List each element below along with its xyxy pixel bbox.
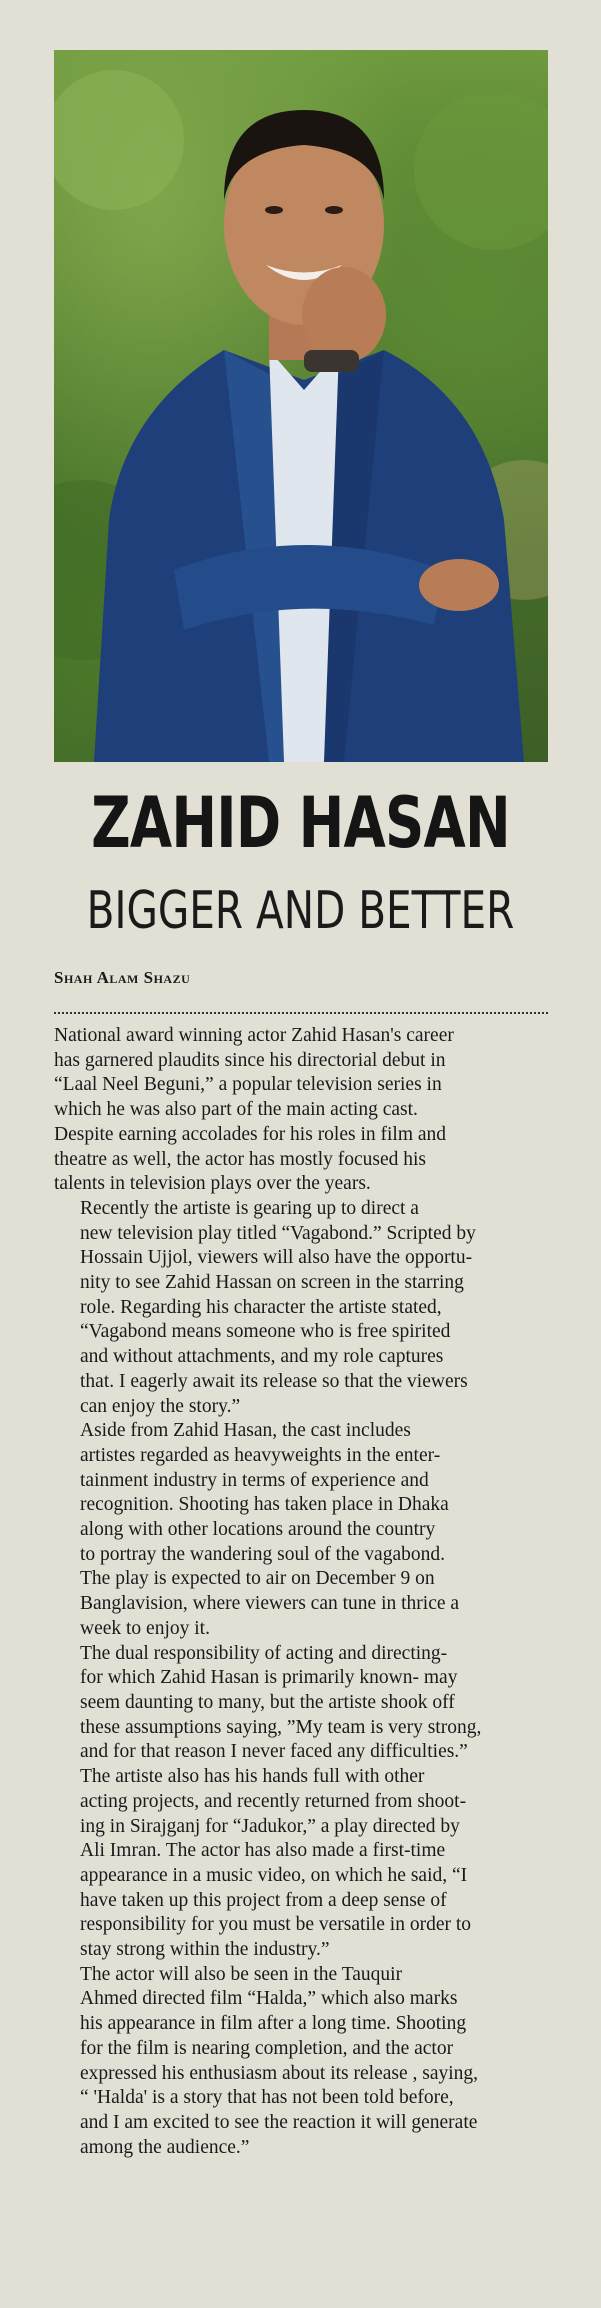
text-line: Despite earning accolades for his roles in film and: [54, 1123, 447, 1145]
text-line: tainment industry in terms of experience and: [80, 1469, 429, 1491]
text-line: Banglavision, where viewers can tune in thrice a: [80, 1593, 460, 1615]
text-line: ing in Sirajganj for “Jadukor,” a play directed by: [80, 1815, 460, 1837]
text-line: Recently the artiste is gearing up to direct a: [80, 1197, 419, 1219]
text-line: role. Regarding his character the artiste stated,: [80, 1296, 442, 1318]
text-line: “ 'Halda' is a story that has not been told before,: [80, 2087, 454, 2109]
text-line: and without attachments, and my role captures: [80, 1346, 444, 1368]
text-line: The dual responsibility of acting and directing-: [80, 1642, 448, 1664]
text-line: have taken up this project from a deep sense of: [80, 1889, 447, 1911]
text-line: stay strong within the industry.”: [80, 1939, 330, 1961]
text-line: appearance in a music video, on which he said, “I: [80, 1864, 468, 1886]
text-line: “Laal Neel Beguni,” a popular television series in: [54, 1074, 442, 1096]
text-line: these assumptions saying, ”My team is very strong,: [80, 1716, 482, 1738]
dotted-divider: [54, 1012, 548, 1014]
text-line: The actor will also be seen in the Tauquir: [80, 1963, 403, 1985]
text-line: responsibility for you must be versatile in order to: [80, 1914, 472, 1936]
subheadline: BIGGER AND BETTER: [86, 881, 515, 941]
text-line: National award winning actor Zahid Hasan's career: [54, 1025, 454, 1046]
paragraph: [54, 1419, 550, 1641]
text-line: his appearance in film after a long time. Shooting: [80, 2013, 467, 2035]
text-line: expressed his enthusiasm about its release , saying,: [80, 2062, 479, 2084]
text-line: Ali Imran. The actor has also made a first-time: [80, 1840, 446, 1862]
text-line: The artiste also has his hands full with other: [80, 1766, 425, 1788]
text-line: and I am excited to see the reaction it will generate: [80, 2111, 478, 2133]
text-line: for the film is nearing completion, and the actor: [80, 2037, 454, 2059]
portrait-photo: [54, 50, 548, 762]
text-line: Ahmed directed film “Halda,” which also marks: [80, 1988, 458, 2010]
text-line: Hossain Ujjol, viewers will also have the opportu-: [80, 1247, 473, 1269]
text-line: artistes regarded as heavyweights in the enter-: [80, 1444, 441, 1466]
portrait-illustration: [54, 50, 548, 762]
text-line: to portray the wandering soul of the vagabond.: [80, 1543, 445, 1565]
paragraph: [54, 1642, 550, 1766]
text-line: talents in television plays over the years.: [54, 1173, 371, 1195]
text-line: among the audience.”: [80, 2136, 250, 2158]
article-body: [54, 1024, 550, 2160]
text-line: nity to see Zahid Hassan on screen in the starring: [80, 1272, 464, 1294]
text-line: week to enjoy it.: [80, 1617, 210, 1639]
text-line: can enjoy the story.”: [80, 1395, 241, 1417]
text-line: for which Zahid Hasan is primarily known- may: [80, 1667, 458, 1689]
text-line: acting projects, and recently returned from shoot-: [80, 1790, 467, 1812]
text-line: “Vagabond means someone who is free spirited: [80, 1321, 451, 1343]
paragraph: [54, 1963, 550, 2161]
byline: Shah Alam Shazu: [54, 968, 191, 987]
headline: ZAHID HASAN: [91, 782, 510, 864]
paragraph: [54, 1197, 550, 1419]
text-line: The play is expected to air on December 9 on: [80, 1568, 435, 1590]
text-line: theatre as well, the actor has mostly focused his: [54, 1148, 427, 1170]
text-line: Aside from Zahid Hasan, the cast includes: [80, 1420, 411, 1442]
text-line: that. I eagerly await its release so that the viewers: [80, 1370, 468, 1392]
paragraph: [54, 1024, 550, 1197]
text-line: has garnered plaudits since his directorial debut in: [54, 1049, 446, 1071]
text-line: recognition. Shooting has taken place in Dhaka: [80, 1494, 449, 1516]
text-line: seem daunting to many, but the artiste shook off: [80, 1691, 455, 1713]
text-line: along with other locations around the country: [80, 1519, 436, 1541]
text-line: and for that reason I never faced any difficulties.”: [80, 1741, 468, 1763]
text-line: new television play titled “Vagabond.” Scripted by: [80, 1222, 476, 1244]
paragraph: [54, 1765, 550, 1963]
text-line: which he was also part of the main acting cast.: [54, 1099, 418, 1121]
